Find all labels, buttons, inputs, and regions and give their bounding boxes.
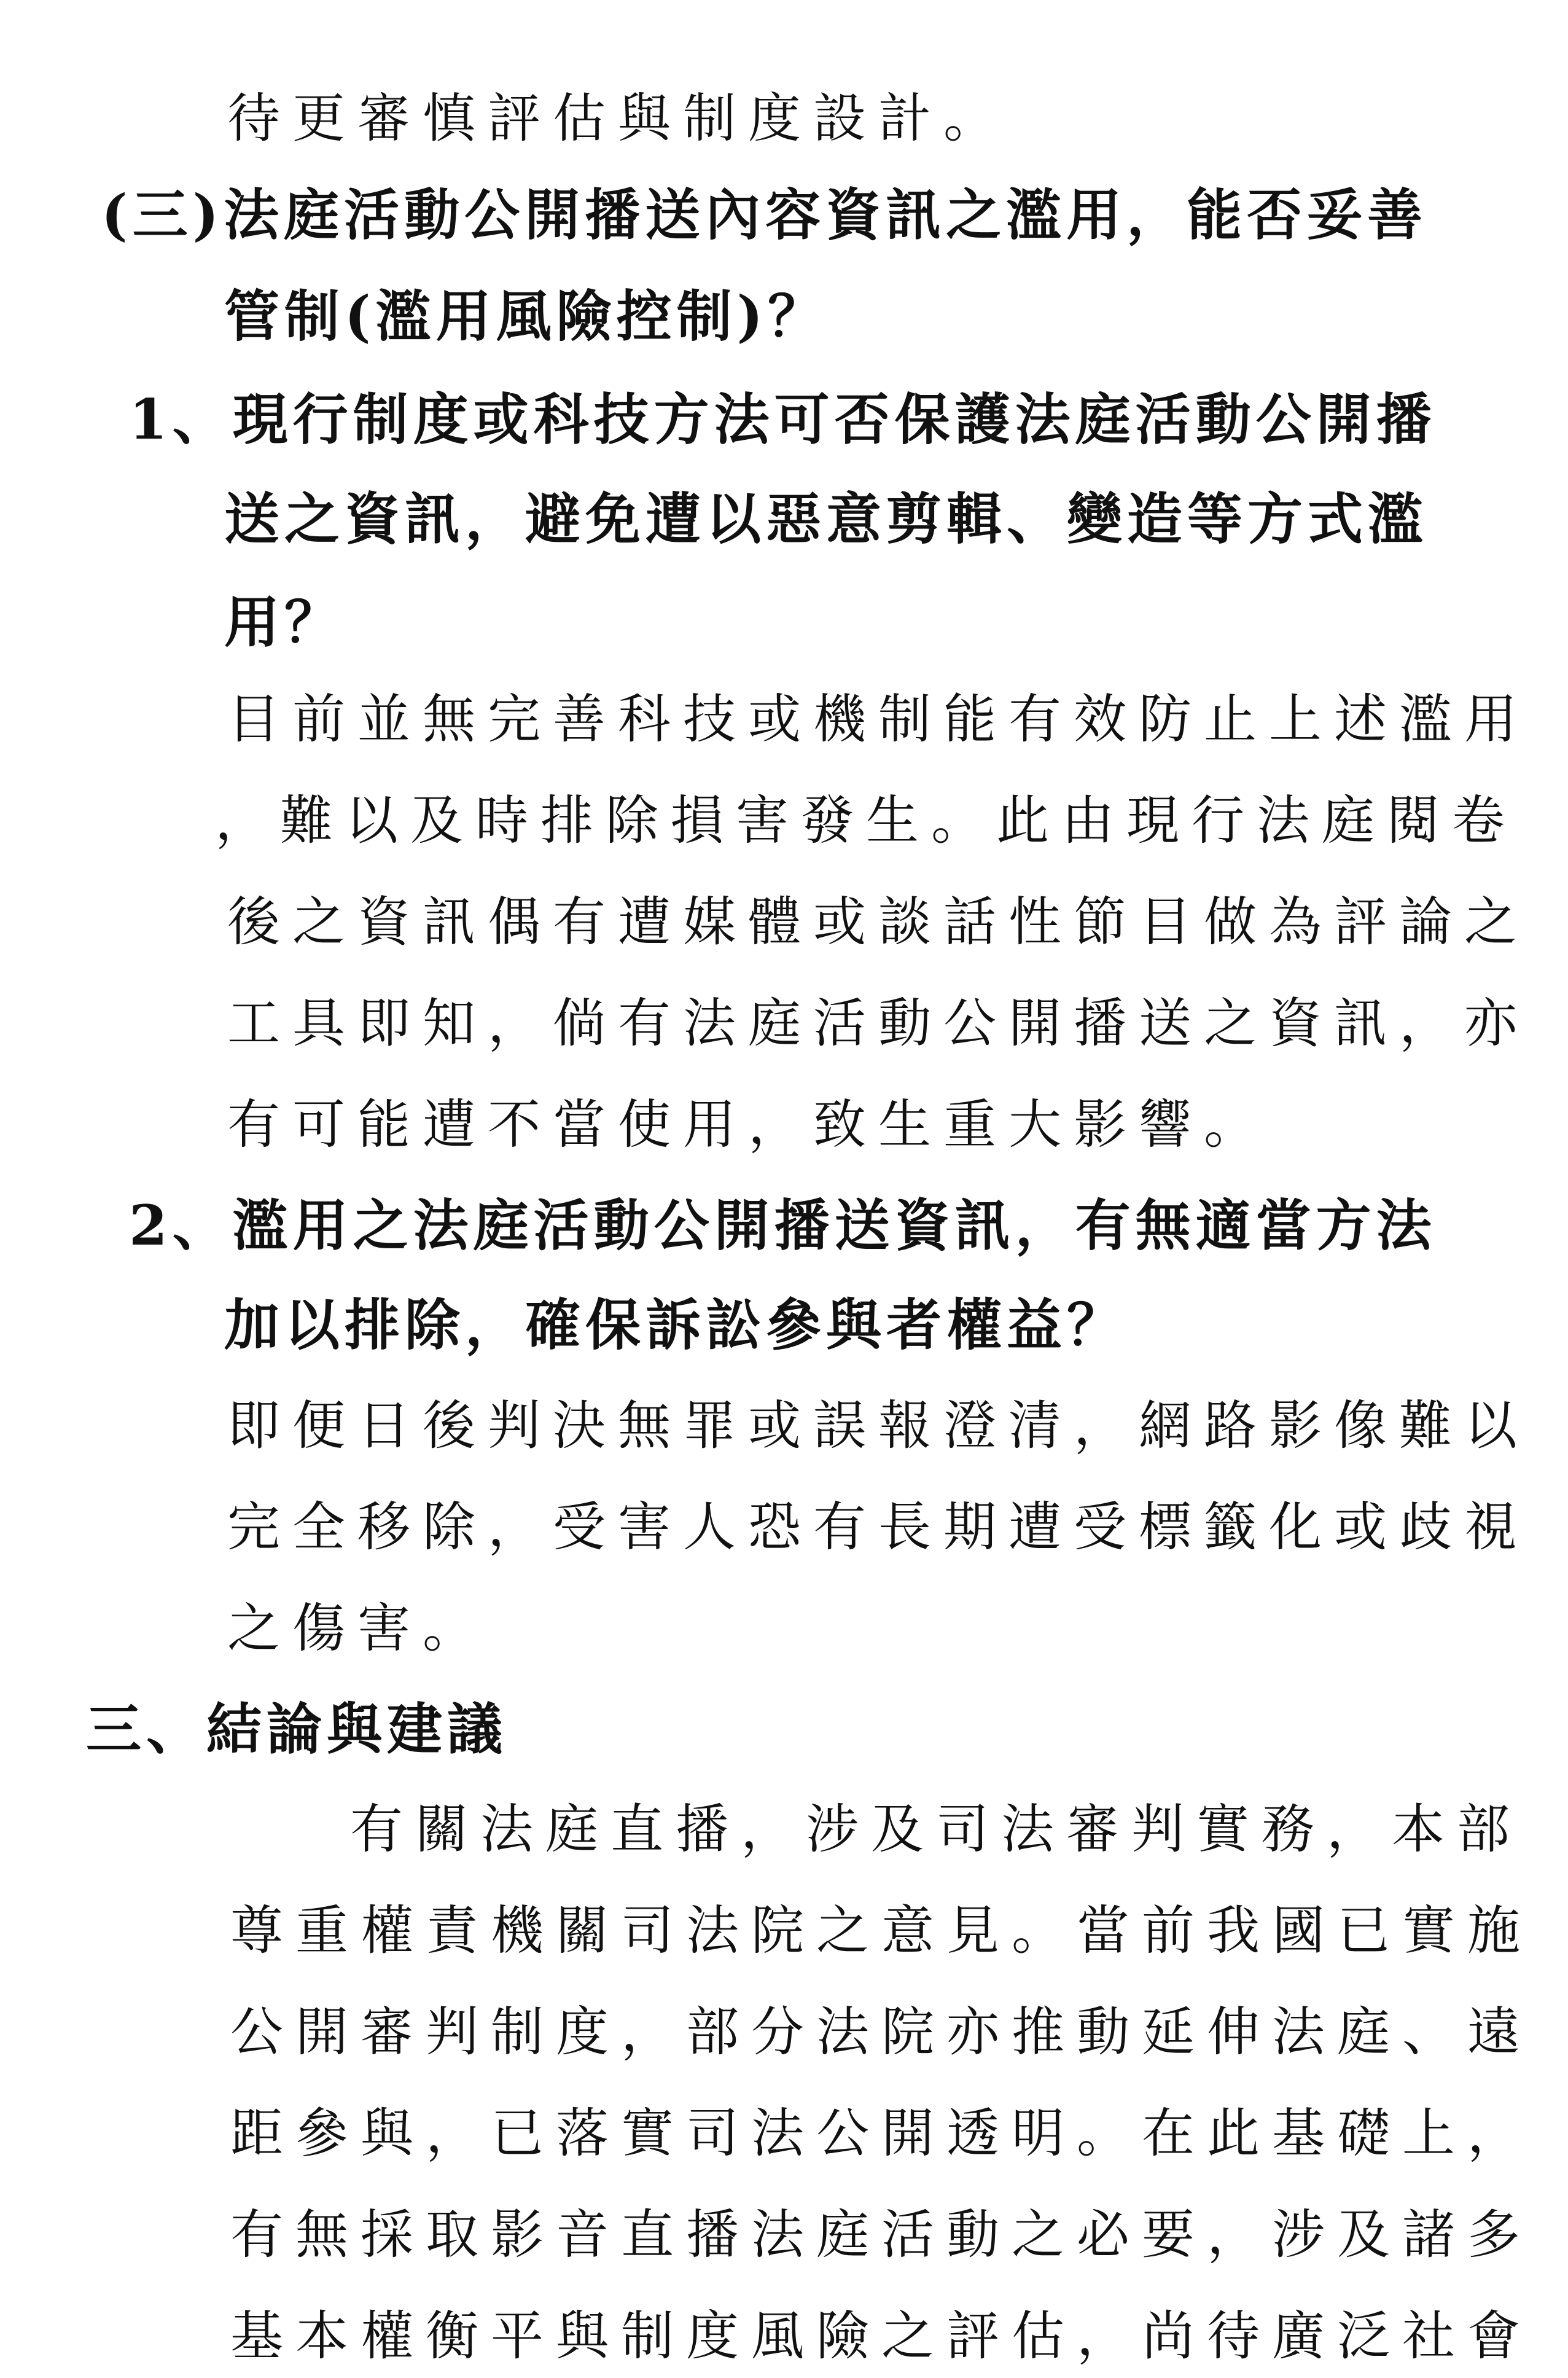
item-1-body-line-4: 工具即知，倘有法庭活動公開播送之資訊，亦 — [227, 993, 1529, 1054]
item-2-title-line-2: 加以排除，確保訴訟參與者權益？ — [224, 1293, 1127, 1358]
item-1-title-line-1: 1、現行制度或科技方法可否保護法庭活動公開播 — [129, 387, 1437, 452]
section-3-title-line-1: (三)法庭活動公開播送內容資訊之濫用，能否妥善 — [101, 182, 1428, 248]
item-2-body-line-2: 完全移除，受害人恐有長期遭受標籤化或歧視 — [227, 1496, 1529, 1558]
item-2-title-line-1: 2、濫用之法庭活動公開播送資訊，有無適當方法 — [129, 1193, 1437, 1258]
conclusion-line-5: 有無採取影音直播法庭活動之必要，涉及諸多 — [230, 2204, 1532, 2266]
item-1-body-line-1: 目前並無完善科技或機制能有效防止上述濫用 — [227, 689, 1529, 750]
item-1-body-line-3: 後之資訊偶有遭媒體或談話性節目做為評論之 — [227, 891, 1529, 953]
conclusion-line-2: 尊重權責機關司法院之意見。當前我國已實施 — [230, 1900, 1532, 1961]
item-1-body-line-2: ，難以及時排除損害發生。此由現行法庭閱卷 — [215, 790, 1517, 851]
conclusion-line-4: 距參與，已落實司法公開透明。在此基礎上， — [230, 2103, 1532, 2164]
conclusion-line-1: 有關法庭直播，涉及司法審判實務，本部 — [350, 1799, 1522, 1860]
conclusion-heading: 三、結論與建議 — [86, 1697, 507, 1762]
conclusion-line-3: 公開審判制度，部分法院亦推動延伸法庭、遠 — [230, 2001, 1532, 2063]
item-1-title-line-3: 用？ — [224, 590, 345, 655]
intro-line: 待更審慎評估與制度設計。 — [227, 88, 1008, 149]
item-1-title-line-2: 送之資訊，避免遭以惡意剪輯、變造等方式濫 — [224, 487, 1428, 552]
item-2-body-line-3: 之傷害。 — [227, 1598, 488, 1659]
conclusion-line-6: 基本權衡平與制度風險之評估，尚待廣泛社會 — [230, 2306, 1532, 2367]
section-3-title-line-2: 管制(濫用風險控制)？ — [224, 284, 829, 349]
item-1-body-line-5: 有可能遭不當使用，致生重大影響。 — [227, 1094, 1269, 1156]
item-2-body-line-1: 即便日後判決無罪或誤報澄清，網路影像難以 — [227, 1395, 1529, 1457]
